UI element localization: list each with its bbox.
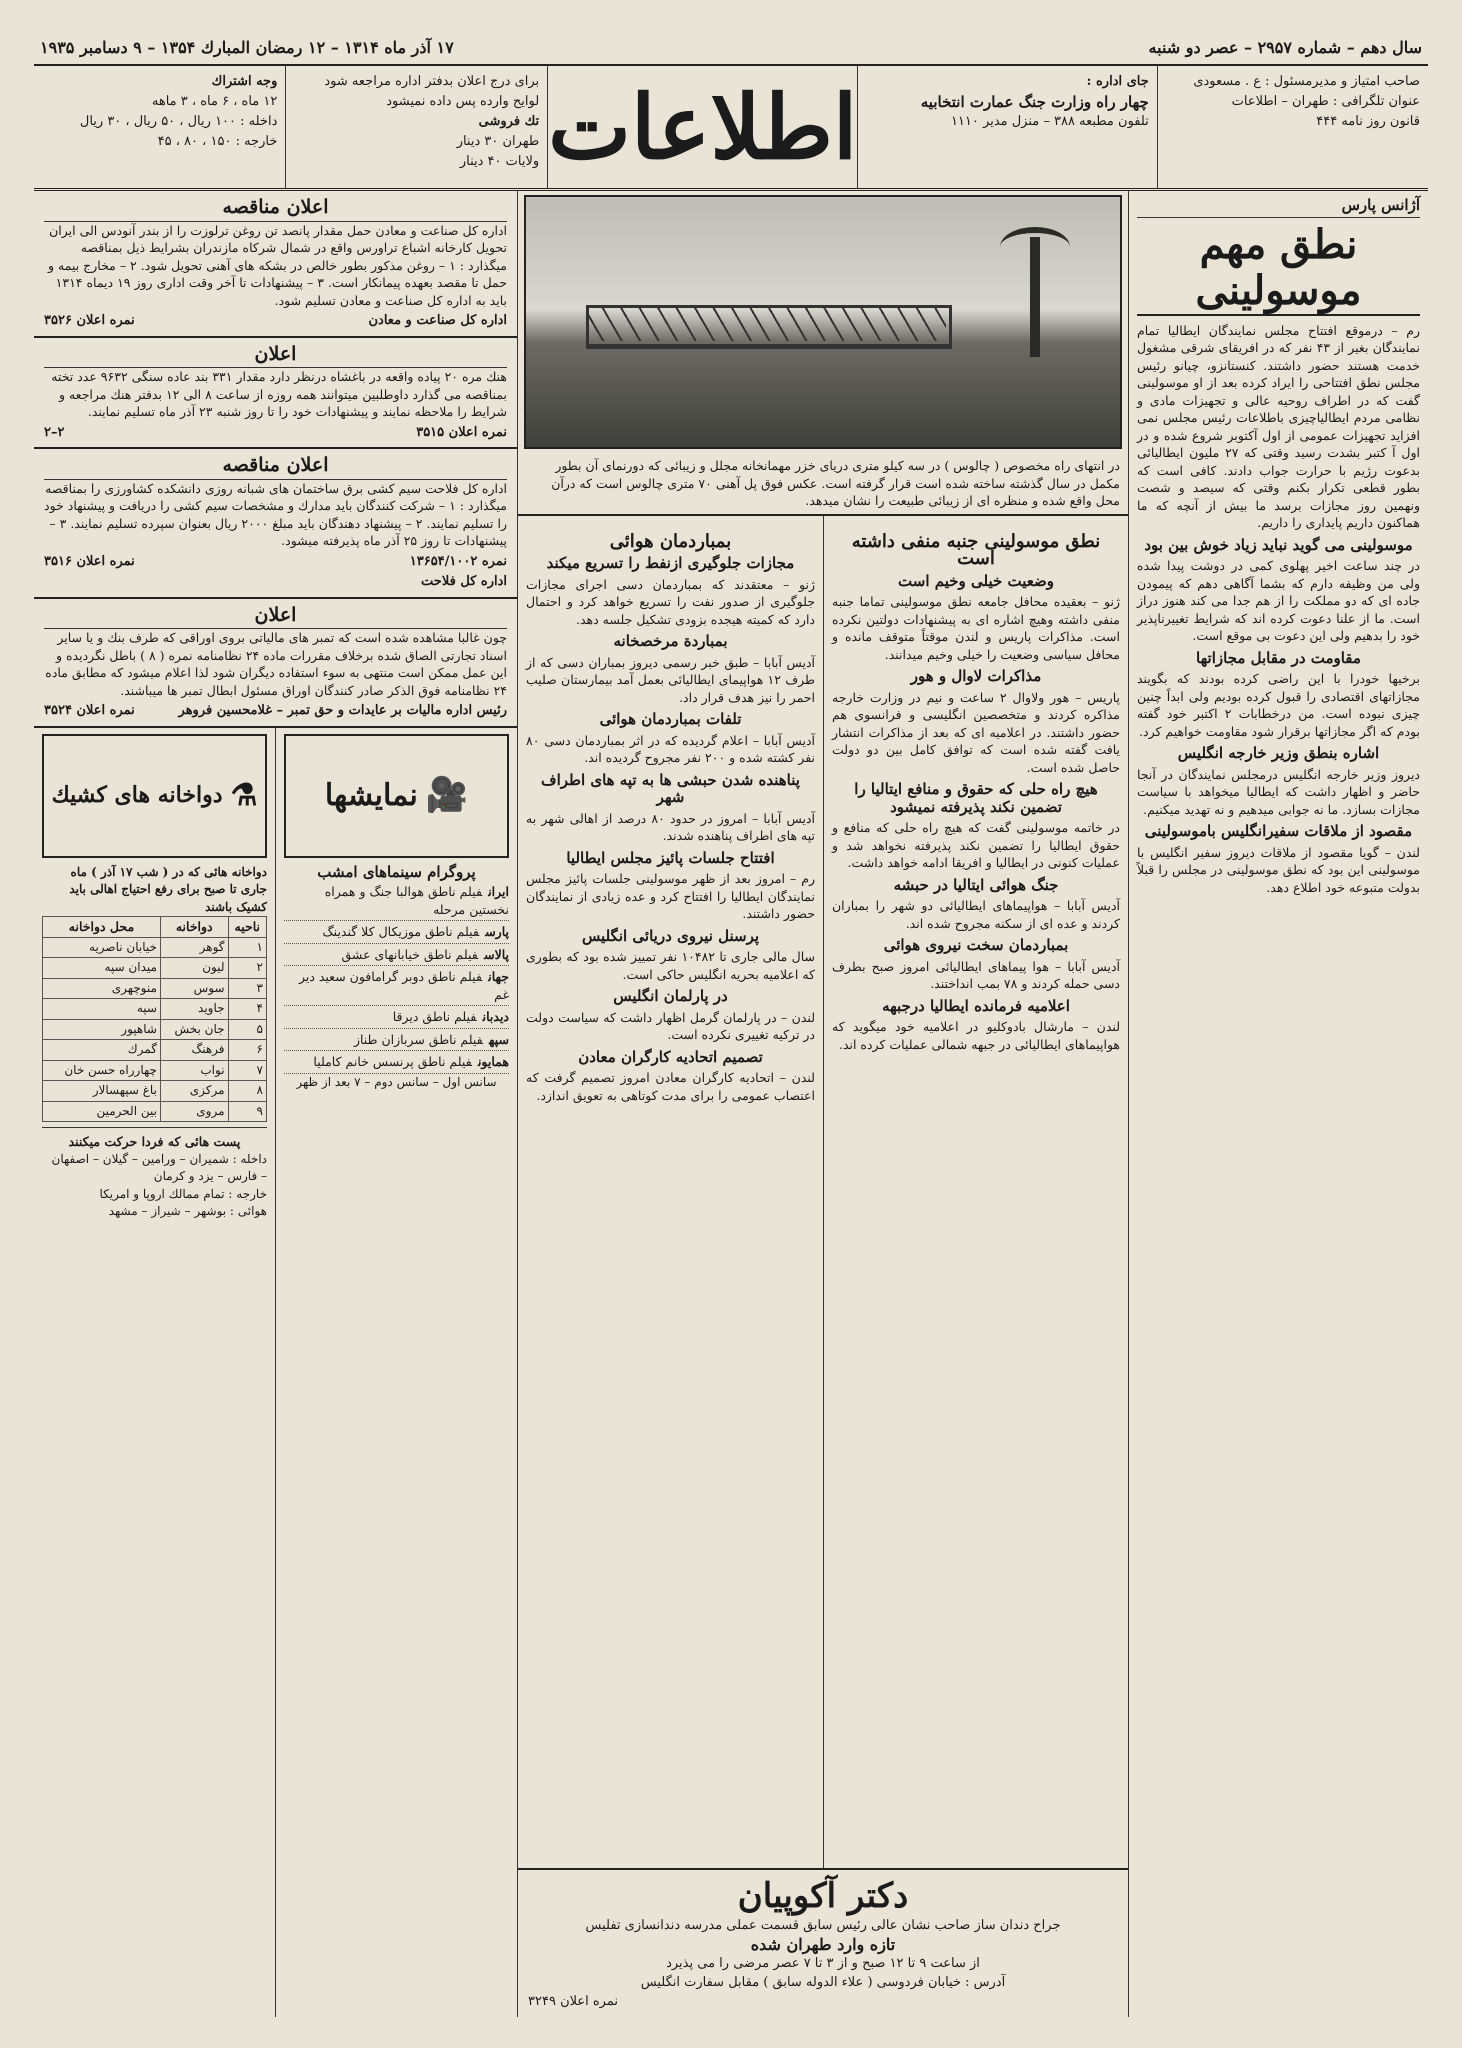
notices-section <box>34 191 517 2017</box>
lead-subhead-3: اشاره بنطق وزیر خارجه انگلیس <box>1177 744 1380 762</box>
article-subheadline: مجازات جلوگیری ازنفط را تسریع میکند <box>546 554 795 572</box>
post-air: هوائی : بوشهر – شیراز – مشهد <box>108 1204 267 1218</box>
column-header: ناحیه <box>228 917 266 938</box>
masthead <box>34 66 1428 191</box>
dentist-advertisement <box>518 1868 1128 2017</box>
table-cell: سوس <box>160 978 228 999</box>
table-cell: شاهپور <box>43 1019 161 1040</box>
cinema-film: فیلم ناطق موزیکال کلا گندینگ <box>322 924 480 939</box>
article-headline: نطق موسولینی جنبه منفی داشته است <box>851 530 1101 569</box>
notice-footer <box>44 553 507 571</box>
article-headline: پرسنل نیروی دریائی انگلیس <box>581 926 760 945</box>
law-line: قانون روز نامه ۴۴۴ <box>1316 114 1420 129</box>
dentist-credentials: جراح دندان ساز صاحب نشان عالی رئیس سابق قسمت عملی مدرسه دندانسازی تفلیس <box>585 1918 1061 1933</box>
table-cell: گمرك <box>43 1040 161 1061</box>
article-headline: بمباردمان هوائی <box>609 530 732 552</box>
ads-note-2: لوایح وارده پس داده نمیشود <box>386 94 540 109</box>
article-body: ژنو – بعقیده محافل جامعه نطق موسولینی تماما جنبه منفی داشته وهیچ اشاره ای به پیشنهادات دولتین نکرده است. مذاکرات پاریس و لندن موقتاً متوقف مانده و محافل سیاسی وضعیت را خیلی وخیم میدانند. <box>832 594 1120 662</box>
table-cell: مرکزی <box>160 1081 228 1102</box>
cinema-program-title: پروگرام سینماهای امشب <box>317 862 476 881</box>
cinema-item <box>284 1006 509 1029</box>
newspaper-title: اطلاعات <box>547 66 857 188</box>
owner-line: صاحب امتیاز و مدیرمسئول : ع . مسعودی <box>1193 74 1420 89</box>
article-body: ژنو – معتقدند که بمباردمان دسی اجرای مجازات جلوگیری از صدور نفت را تسریع خواهد کرد و احتمال دارد که کمیته هیجده بزودی تشکیل جلسه دهد. <box>526 576 815 627</box>
article-headline: مذاکرات لاوال و هور <box>910 667 1042 685</box>
table-cell: جان بخش <box>160 1019 228 1040</box>
lead-subbody-1: در چند ساعت اخیر پهلوی کمی در دوشت پیدا شده ولی من وظیفه دارم که بشما آگاهی دهم که پیمودن جاده ای که دو مملکت را از هم جدا می کند هنوز دراز است. ما از علنا دعوت کرده اند که شرایط تغییرناپذیر خود را بدهیم ولی این دعوت بی موقع است. <box>1137 558 1420 643</box>
article-body: رم – امروز بعد از ظهر موسولینی جلسات پائیز مجلس نمایندگان ایطالیا را افتتاح کرد و عده زیادی از نمایندگان حضور داشتند. <box>526 871 815 921</box>
cinema-item <box>284 1029 509 1052</box>
notice-footer <box>44 424 507 442</box>
cinema-name: همایون <box>477 1054 509 1069</box>
notices-stack <box>34 191 517 728</box>
table-cell: نواب <box>160 1060 228 1081</box>
notice-title: اعلان مناقصه <box>44 453 507 480</box>
tax-stamp-notice <box>34 599 517 728</box>
column-header: دواخانه <box>160 917 228 938</box>
cinema-item <box>284 966 509 1006</box>
notice-number: نمره اعلان ۳۵۲۴ <box>44 703 135 718</box>
lead-subhead-1: موسولینی می گوید نباید زیاد خوش بین بود <box>1144 535 1413 554</box>
notice-number: نمره اعلان ۳۵۱۵ <box>416 424 507 440</box>
subscription-box <box>34 66 285 188</box>
table-cell: ۲ <box>228 958 266 979</box>
table-cell: ۴ <box>228 999 266 1020</box>
cinema-banner-text: نمایشها <box>324 777 418 813</box>
article-body: آدیس آبابا – طبق خبر رسمی دیروز بمباران دسی که از طرف ۱۲ هواپیمای ایطالیائی بعمل آمد بیمارستان صلیب احمر را نیز هدف قرار داد. <box>526 654 815 705</box>
pharmacist-icon: ⚗ <box>230 777 258 813</box>
notice-body: اداره کل فلاحت سیم کشی برق ساختمان های شبانه روزی دانشکده کشاورزی را بمناقصه میگذارد : ۱ – شرکت کنندگان باید مدارك و مشخصات سیم کشی را دریافت و پیشنهاد خود را تسلیم نمایند. ۲ – پیشنهاد دهندگان باید مبلغ ۲۰۰۰ ریال بعنوان سپرده تسلیم نمایند. ۳ – پیشنهادات تا روز ۲۵ آذر ماه پذیرفته میشود. <box>44 480 507 548</box>
dentist-arrival: تازه وارد طهران شده <box>750 1935 896 1954</box>
notice-footer <box>44 702 507 720</box>
notice-issuer: اداره کل صناعت و معادن <box>368 313 507 328</box>
table-cell: باغ سپهسالار <box>43 1081 161 1102</box>
news-agency: آژانس پارس <box>1137 197 1420 218</box>
divider <box>42 1127 267 1128</box>
table-cell: ۸ <box>228 1081 266 1102</box>
pharmacy-table <box>42 916 267 1122</box>
office-label: جای اداره : <box>1086 74 1149 89</box>
masthead-info <box>1157 66 1428 188</box>
cinema-showtimes: سانس اول – سانس دوم – ۷ بعد از ظهر <box>296 1074 497 1089</box>
telegram-line: عنوان تلگرافی : طهران – اطلاعات <box>1231 94 1420 109</box>
film-camera-icon: 🎥 <box>425 774 469 815</box>
photo-caption: در انتهای راه مخصوص ( چالوس ) در سه کیلو متری دریای خزر مهمانخانه مجلل و زیبائی که دورنمای آن بطور مکمل در سال گذشته ساخته شده است قرار گرفته است. عکس فوق پل آهنی ۷۰ متری چالوس است که درآن محل واقع شده و منظره ای از زیبائی طبیعت را نشان میدهد. <box>518 453 1128 516</box>
article-body: لندن – در پارلمان گرمل اظهار داشت که سیاست دولت در ترکیه تغییری نکرده است. <box>526 1009 815 1042</box>
notice-body: اداره کل صناعت و معادن حمل مقدار پانصد تن روغن ترلوزت را از بندر آنودس الی ایران تحویل کارخانه اشباع تراورس واقع در شمال شرکاه مازندران بشرایط ذیل بمناقصه میگذارد : ۱ – روغن مذکور بطور خالص در بشکه های آهنی تحویل شود. ۲ – مخارج بیمه و حمل تا مقصد بعهده پیمانکار است. ۳ – پیشنهادات تا آخر وقت اداری روز ۱۹ دیماه ۱۳۱۴ باید به اداره کل صناعت و معادن تسلیم شود. <box>48 222 507 308</box>
table-cell: لیون <box>160 958 228 979</box>
lead-subhead-4: مقصود از ملاقات سفیرانگلیس باموسولینی <box>1144 822 1413 840</box>
table-row <box>43 1060 267 1081</box>
regiment-notice <box>34 338 517 450</box>
dentist-name: دکتر آکوپیان <box>737 1876 909 1916</box>
table-cell: منوچهری <box>43 978 161 999</box>
issue-date: ۱۷ آذر ماه ۱۳۱۴ – ۱۲ رمضان المبارك ۱۳۵۴ – ۹ دسامبر ۱۹۳۵ <box>40 37 454 57</box>
notice-reference: نمره ۱۳۶۵۴/۱۰۰۲ <box>409 553 507 569</box>
tender-notice-agriculture <box>34 449 517 599</box>
table-row <box>43 1101 267 1122</box>
lead-body: رم – درموقع افتتاح مجلس نمایندگان ایطالیا تمام نمایندگان بغیر از ۴۳ نفر که در افریقای شرقی مشغول خدمت هستند حضور داشتند. کنستانزو، چیانو رئیس مجلس نطق افتتاحی را ایراد کرده بعد از او موسولینی گفت که در اطراف روحیه عالی و تجهیزات مادی و نظامی مردم ایطالیاچیزی باطلاعات رئیس مجلس نمی افزاید تجهیزات عمومی از اول آکتوبر شروع شده و در اول آ کتبر بشدت رسید وقتی که ۲۷ ملیون ایطالیائی بدعوت رژیم با حرارت جواب دادند. کافی است که بطور قطعی تکرار بکنم وقتی که سیصد و شصت ونهمین روز مجازات برسد ما بیش از آنچه که ما هماکنون داریم پایداری را داریم. <box>1137 322 1421 530</box>
notice-footer <box>44 312 507 330</box>
masthead-address <box>857 66 1156 188</box>
subscription-foreign: خارجه : ۱۵۰ ، ۸۰ ، ۴۵ <box>157 134 278 149</box>
cinema-film: فیلم ناطق دوبر گرامافون سعید دیر غم <box>298 969 509 1002</box>
notice-repeat: ۲–۲ <box>44 424 65 440</box>
middle-section <box>517 191 1128 2017</box>
article-headline: بمباردة مرخصخانه <box>613 632 728 650</box>
table-cell: فرهنگ <box>160 1040 228 1061</box>
page-body <box>34 191 1428 2017</box>
office-address: چهار راه وزارت جنگ عمارت انتخابیه <box>920 93 1149 111</box>
article-body: آدیس آبابا – هواپیماهای ایطالیائی دو شهر را بمباران کردند و عده ای از سکنه مجروح شده اند. <box>832 898 1120 931</box>
bridge-truss <box>586 305 946 341</box>
cinema-item <box>284 1051 509 1074</box>
table-cell: ۵ <box>228 1019 266 1040</box>
notice-title: اعلان <box>44 603 507 630</box>
table-cell: ۶ <box>228 1040 266 1061</box>
dentist-hours: از ساعت ۹ تا ۱۲ صبح و از ۳ تا ۷ عصر مرضی را می پذیرد <box>666 1956 980 1971</box>
article-headline: جنگ هوائی ایتالیا در حبشه <box>893 875 1059 894</box>
notice-number: نمره اعلان ۳۵۲۶ <box>44 313 135 328</box>
table-row <box>43 958 267 979</box>
cinema-name: جهان <box>488 969 509 984</box>
pharmacy-box <box>34 728 275 2018</box>
cinema-film: فیلم ناطق خیابانهای عشق <box>341 946 479 962</box>
cinema-film: فیلم ناطق سربازان طناز <box>353 1031 483 1047</box>
article-body: لندن – اتحادیه کارگران معادن امروز تصمیم گرفت که اعتصاب عمومی را برای مدت کوتاهی به تعویق اندازد. <box>526 1070 815 1103</box>
cinema-list <box>284 881 509 1074</box>
lead-column <box>1128 191 1428 2017</box>
masthead-prices <box>285 66 547 188</box>
table-cell: ۳ <box>228 978 266 999</box>
cinema-film: فیلم ناطق دیرقا <box>392 1009 477 1024</box>
phone-line: تلفون مطبعه ۳۸۸ – منزل مدیر ۱۱۱۰ <box>950 114 1149 129</box>
table-row <box>43 1081 267 1102</box>
article-headline: بمباردمان سخت نیروی هوائی <box>883 936 1069 954</box>
cinema-banner <box>284 734 509 858</box>
table-header-row <box>43 917 267 938</box>
notice-title: اعلان <box>44 342 507 369</box>
table-cell: خیابان ناصریه <box>43 937 161 958</box>
table-cell: سپه <box>43 999 161 1020</box>
cinema-item <box>284 944 509 967</box>
single-price-label: تك فروشی <box>478 114 540 129</box>
lead-subbody-3: دیروز وزیر خارجه انگلیس درمجلس نمایندگان در آنجا حاضر و اظهار داشت که ایطالیا میخواهد با سیاست مجازات بسازد. ما نه جوابی میدهیم و نه تهدید میکنیم. <box>1137 766 1420 817</box>
newspaper-page <box>34 30 1428 2020</box>
table-row <box>43 1019 267 1040</box>
article-body: آدیس آبابا – هوا پیماهای ایطالیائی امروز صبح بطرف دسی حمله کردند و ۷۸ بمب انداختند. <box>832 958 1120 991</box>
bridge-photo <box>524 195 1122 449</box>
lead-subhead-2: مقاومت در مقابل مجازاتها <box>1196 648 1361 667</box>
notice-number: نمره اعلان ۳۵۱۶ <box>44 553 135 569</box>
palm-leaves <box>1000 227 1070 267</box>
cinema-name: پارس <box>485 924 509 939</box>
province-price: ولایات ۴۰ دینار <box>459 154 540 169</box>
post-title: پست هائی که فردا حرکت میکنند <box>68 1134 241 1149</box>
article-headline: تلفات بمباردمان هوائی <box>599 710 742 728</box>
post-foreign: خارجه : تمام ممالك اروپا و امریکا <box>99 1186 267 1201</box>
article-body: سال مالی جاری تا ۱۰۴۸۲ نفر تمییز شده بود که بطوری که اعلامیه بحریه انگلیس حاکی است. <box>526 949 816 982</box>
table-row <box>43 937 267 958</box>
cinema-film: فیلم ناطق هوالبا جنگ و همراه نخستین مرحله <box>324 884 509 917</box>
pharmacy-banner <box>42 734 267 858</box>
article-body: آدیس آبابا – اعلام گردیده که در اثر بمباردمان دسی ۸۰ نفر کشته شده و ۲۰۰ نفر مجروح گردیده اند. <box>526 732 815 765</box>
table-cell: چهارراه حسن خان <box>43 1060 161 1081</box>
notice-title: اعلان مناقصه <box>44 195 507 222</box>
lead-subbody-4: لندن – گویا مقصود از ملاقات دیروز سفیر انگلیس با موسولینی این بود که نطق موسولینی در مجلس را قبلاً بدولت متبوعه خود اطلاع دهد. <box>1137 844 1420 895</box>
middle-news-columns <box>518 516 1128 1869</box>
notice-footer-2 <box>44 573 507 591</box>
subscription-domestic: داخله : ۱۰۰ ریال ، ۵۰ ریال ، ۳۰ ریال <box>79 114 278 129</box>
subscription-periods: ۱۲ ماه ، ۶ ماه ، ۳ ماهه <box>151 94 278 109</box>
dateline-bar <box>34 30 1428 66</box>
table-cell: جاوید <box>160 999 228 1020</box>
article-headline: پناهنده شدن حبشی ها به تپه های اطراف شهر <box>541 770 800 806</box>
article-headline: تصمیم اتحادیه کارگران معادن <box>578 1047 763 1066</box>
article-headline: در پارلمان انگلیس <box>613 987 728 1005</box>
cinema-box <box>275 728 517 2018</box>
table-cell: ۹ <box>228 1101 266 1122</box>
table-row <box>43 1040 267 1061</box>
dentist-address: آدرس : خیابان فردوسی ( علاء الدوله سابق ) مقابل سفارت انگلیس <box>640 1975 1006 1990</box>
article-headline: افتتاح جلسات پائیز مجلس ایطالیا <box>566 848 775 867</box>
table-cell: گوهر <box>160 937 228 958</box>
pharmacy-rows <box>43 937 267 1122</box>
notice-body: چون غالبا مشاهده شده است که تمبر های مالیاتی بروی اوراقی که طرف بنك و یا سایر اسناد تجارتی الصاق شده برخلاف مقررات ماده ۲۴ نظامنامه نمره ( ۸ ) باطل نگردیده و این عمل ممکن است منتهی به سوء استفاده دیگران شود لذا اعلام میشود که مطابق ماده ۲۴ نظامنامه فوق الذکر صادر کنندگان اوراق مسئول ابطال تمبر ها میباشند. <box>45 630 507 698</box>
tender-notice-industry <box>34 191 517 338</box>
column-header: محل دواخانه <box>43 917 161 938</box>
article-body: پاریس – هور ولاوال ۲ ساعت و نیم در وزارت خارجه مذاکره کردند و متخصصین انگلیسی و فرانسوی هم حضور داشتند. در اعلامیه ای که بعد از مذاکرات انتشار یافت گفته شده است که توافق کامل بین دو دولت حاصل شده است. <box>832 689 1120 775</box>
table-row <box>43 999 267 1020</box>
cinema-name: ایران <box>488 884 509 899</box>
article-body: لندن – مارشال بادوکلیو در اعلامیه خود میگوید که هواپیماهای ایطالیائی در جبهه شمالی عملیات کرده اند. <box>832 1019 1120 1052</box>
lead-headline: نطق مهم موسولینی <box>1137 222 1420 316</box>
table-cell: مروی <box>160 1101 228 1122</box>
table-row <box>43 978 267 999</box>
cinema-film: فیلم ناطق پرنسس خانم کاملیا <box>313 1054 472 1069</box>
article-body: در خاتمه موسولینی گفت که هیچ راه حلی که منافع و حقوق ایطالیا را تضمین نکند پذیرفته نخواهد شد و عملیات کنونی در ایطالیا و افریقا ادامه خواهد داشت. <box>832 820 1120 870</box>
cinema-item <box>284 881 509 921</box>
table-cell: بین الحرمین <box>43 1101 161 1122</box>
dentist-ad-number: نمره اعلان ۳۲۴۹ <box>528 1994 618 2009</box>
notice-body: هنك مره ۲۰ پیاده واقعه در باغشاه درنظر دارد مقدار ۳۳۱ بند عاده سنگی ۹۶۳۲ عدد تخته بمناقصه می گذارد داوطلبین میتوانند همه روزه از ساعت ۸ الی ۱۲ بدفتر هنك مراجعه و شرایط را ملاحظه نمایند و پیشنهادات خود را تا روز شنبه ۲۳ آذر ماه تسلیم نمایند. <box>51 369 507 419</box>
notice-issuer: رئیس اداره مالیات بر عایدات و حق تمبر – غلامحسین فروهر <box>178 703 507 718</box>
notice-issuer: اداره کل فلاحت <box>421 574 507 589</box>
lead-subbody-2: برخیها خودرا با این راضی کرده بودند که بگویند مجازاتهای اقتصادی را قبول کرده بودیم ولی ابداً چنین چیزی نبوده است. من درخطابات ۲ اکتبر خود گفته بودم که اگر مجازاتها برقرار شود مقاومت خواهیم کرد. <box>1137 671 1420 739</box>
listings-boxes <box>34 728 517 2018</box>
table-cell: میدان سپه <box>43 958 161 979</box>
middle-left-column <box>518 516 823 1869</box>
cinema-item <box>284 921 509 944</box>
post-domestic: داخله : شمیران – ورامین – گیلان – اصفهان – فارس – یزد و کرمان <box>51 1151 267 1183</box>
article-body: آدیس آبابا – امروز در حدود ۸۰ درصد از اهالی شهر به تپه های اطراف پناهنده شدند. <box>526 810 815 843</box>
cinema-name: پالاس <box>484 946 509 962</box>
issue-number: سال دهم – شماره ۲۹۵۷ – عصر دو شنبه <box>1148 37 1422 57</box>
middle-right-column <box>823 516 1128 1869</box>
tehran-price: طهران ۳۰ دینار <box>456 134 540 149</box>
table-cell: ۱ <box>228 937 266 958</box>
article-headline: اعلامیه فرمانده ایطالیا درجبهه <box>882 996 1070 1015</box>
article-headline: هیچ راه حلی که حقوق و منافع ایتالیا را تضمین نکند پذیرفته نمیشود <box>854 780 1098 816</box>
pharmacy-banner-text: دواخانه های کشیك <box>51 781 223 808</box>
cinema-name: سپه <box>488 1031 509 1047</box>
subscription-title: وجه اشتراك <box>211 74 278 89</box>
article-subheadline: وضعیت خیلی وخیم است <box>898 571 1054 590</box>
pharmacy-intro: دواخانه هائی که در ( شب ۱۷ آذر ) ماه جاری تا صبح برای رفع احتیاج اهالی باید کشیک باشند <box>69 864 267 914</box>
ads-note: برای درج اعلان بدفتر اداره مراجعه شود <box>324 74 540 89</box>
table-cell: ۷ <box>228 1060 266 1081</box>
cinema-name: دیدبان <box>482 1009 509 1024</box>
